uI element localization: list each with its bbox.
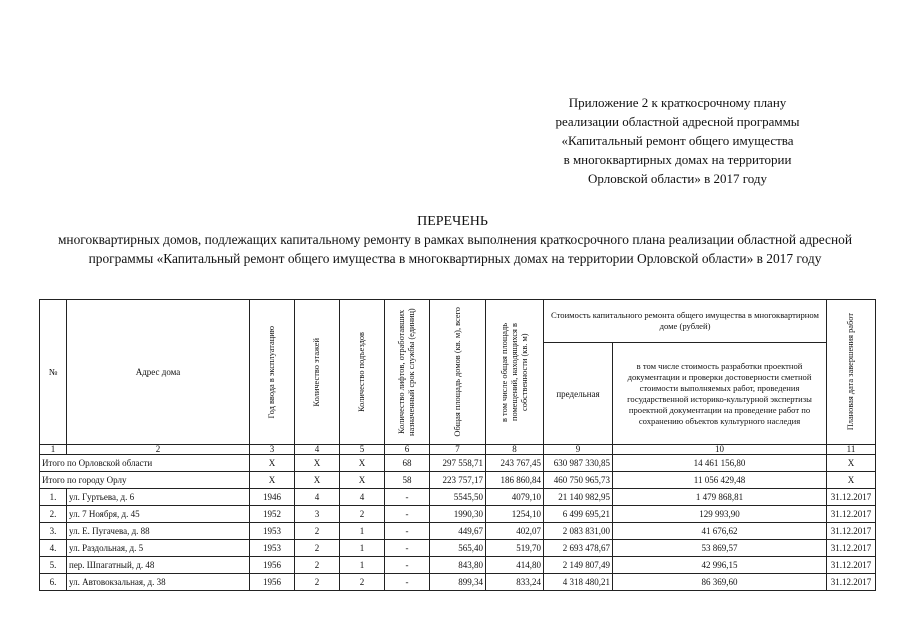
appendix-line: реализации областной адресной программы [555, 114, 800, 129]
appendix-note [500, 93, 855, 188]
cell-num: 3. [40, 523, 67, 540]
cell-area-total: 449,67 [430, 523, 486, 540]
cell-lifts: - [385, 574, 430, 591]
cell-num: 4. [40, 540, 67, 557]
cell-area-owned: 1254,10 [486, 506, 544, 523]
cell-num: 6. [40, 574, 67, 591]
cell-address: ул. Раздольная, д. 5 [67, 540, 250, 557]
cell-lifts: 68 [385, 455, 430, 472]
cell-area-owned: 243 767,45 [486, 455, 544, 472]
cell-cost-max: 460 750 965,73 [544, 472, 613, 489]
cell-address: ул. Е. Пугачева, д. 88 [67, 523, 250, 540]
cell-year: 1952 [250, 506, 295, 523]
cell-floors: 2 [295, 540, 340, 557]
cell-entrances: X [340, 472, 385, 489]
cell-floors: 3 [295, 506, 340, 523]
cell-cost-max: 2 693 478,67 [544, 540, 613, 557]
cell-area-owned: 402,07 [486, 523, 544, 540]
cell-floors: X [295, 472, 340, 489]
total-label: Итого по Орловской области [40, 455, 250, 472]
cell-address: ул. Автовокзальная, д. 38 [67, 574, 250, 591]
cell-cost-incl: 14 461 156,80 [613, 455, 827, 472]
cell-area-total: 899,34 [430, 574, 486, 591]
table-row [40, 523, 876, 540]
cell-area-total: 843,80 [430, 557, 486, 574]
cell-cost-max: 6 499 695,21 [544, 506, 613, 523]
cell-area-owned: 833,24 [486, 574, 544, 591]
column-number: 10 [613, 445, 827, 455]
cell-lifts: - [385, 523, 430, 540]
cell-year: 1953 [250, 523, 295, 540]
column-number: 11 [827, 445, 876, 455]
column-number: 3 [250, 445, 295, 455]
cell-deadline: 31.12.2017 [827, 574, 876, 591]
cell-cost-max: 21 140 982,95 [544, 489, 613, 506]
cell-cost-incl: 129 993,90 [613, 506, 827, 523]
column-number: 7 [430, 445, 486, 455]
header-area-total [430, 300, 486, 445]
header-floors-text: Количество этажей [312, 337, 321, 407]
cell-cost-incl: 42 996,15 [613, 557, 827, 574]
document-subtitle: многоквартирных домов, подлежащих капитальному ремонту в рамках выполнения краткосрочного плана реализации областной адресной программы «Капитальный ремонт общего имущества в многоквартирных домах на территории Орловской области» в 2017 году [57, 232, 853, 266]
cell-deadline: 31.12.2017 [827, 523, 876, 540]
appendix-line: «Капитальный ремонт общего имущества [561, 133, 794, 148]
total-row-city [40, 472, 876, 489]
total-row-region [40, 455, 876, 472]
column-number: 5 [340, 445, 385, 455]
table-row [40, 540, 876, 557]
cell-entrances: 1 [340, 540, 385, 557]
cell-floors: 2 [295, 574, 340, 591]
column-number: 1 [40, 445, 67, 455]
cell-lifts: - [385, 557, 430, 574]
header-area-owned-text: в том числе общая площадь помещений, находящихся в собственности (кв. м) [499, 322, 529, 422]
cell-area-total: 297 558,71 [430, 455, 486, 472]
header-lifts [385, 300, 430, 445]
header-area-owned [486, 300, 544, 445]
appendix-line: Приложение 2 к краткосрочному плану [568, 95, 787, 110]
column-number-row [40, 445, 876, 455]
cell-year: 1946 [250, 489, 295, 506]
header-area-total-text: Общая площадь домов (кв. м), всего [452, 307, 462, 437]
column-number: 9 [544, 445, 613, 455]
cell-deadline: 31.12.2017 [827, 540, 876, 557]
cell-entrances: 1 [340, 557, 385, 574]
column-number: 2 [67, 445, 250, 455]
cell-year: X [250, 455, 295, 472]
table-row [40, 489, 876, 506]
cell-cost-max: 4 318 480,21 [544, 574, 613, 591]
appendix-line: Орловской области» в 2017 году [588, 171, 767, 186]
cell-cost-incl: 41 676,62 [613, 523, 827, 540]
cell-deadline: X [827, 455, 876, 472]
cell-area-owned: 186 860,84 [486, 472, 544, 489]
cell-area-total: 223 757,17 [430, 472, 486, 489]
cell-deadline: 31.12.2017 [827, 489, 876, 506]
cell-cost-incl: 86 369,60 [613, 574, 827, 591]
header-floors [295, 300, 340, 445]
cell-floors: 4 [295, 489, 340, 506]
header-deadline-text: Плановая дата завершения работ [846, 313, 856, 431]
cell-year: 1956 [250, 574, 295, 591]
cell-lifts: 58 [385, 472, 430, 489]
houses-table [39, 299, 876, 591]
cell-entrances: 1 [340, 523, 385, 540]
cell-floors: X [295, 455, 340, 472]
cell-area-owned: 4079,10 [486, 489, 544, 506]
header-year [250, 300, 295, 445]
column-number: 4 [295, 445, 340, 455]
cell-lifts: - [385, 506, 430, 523]
header-num: № [40, 300, 67, 445]
header-address: Адрес дома [67, 300, 250, 445]
cell-num: 5. [40, 557, 67, 574]
header-row-top [40, 300, 876, 343]
cell-address: ул. Гуртьева, д. 6 [67, 489, 250, 506]
column-number: 8 [486, 445, 544, 455]
cell-cost-max: 2 083 831,00 [544, 523, 613, 540]
cell-lifts: - [385, 540, 430, 557]
cell-entrances: X [340, 455, 385, 472]
cell-address: пер. Шпагатный, д. 48 [67, 557, 250, 574]
cell-year: 1953 [250, 540, 295, 557]
cell-area-owned: 519,70 [486, 540, 544, 557]
cell-area-owned: 414,80 [486, 557, 544, 574]
cell-cost-max: 630 987 330,85 [544, 455, 613, 472]
header-cost-incl: в том числе стоимость разработки проектной документации и проверки достоверности сметной стоимости выполняемых работ, проведения государственной историко-культурной экспертизы проектной документации на проведение работ по сохранению объектов культурного наследия [613, 343, 827, 445]
cell-year: 1956 [250, 557, 295, 574]
header-entrances-text: Количество подъездов [357, 332, 366, 412]
cell-deadline: 31.12.2017 [827, 506, 876, 523]
cell-deadline: 31.12.2017 [827, 557, 876, 574]
document-title: ПЕРЕЧЕНЬ [417, 214, 488, 229]
cell-floors: 2 [295, 523, 340, 540]
cell-num: 2. [40, 506, 67, 523]
table-row [40, 557, 876, 574]
cell-deadline: X [827, 472, 876, 489]
header-deadline [827, 300, 876, 445]
cell-lifts: - [385, 489, 430, 506]
cell-area-total: 5545,50 [430, 489, 486, 506]
table-row [40, 506, 876, 523]
cell-cost-incl: 11 056 429,48 [613, 472, 827, 489]
header-lifts-text: Количество лифтов, отработавших назначенный срок службы (единиц) [397, 308, 416, 436]
cell-area-total: 1990,30 [430, 506, 486, 523]
cell-entrances: 4 [340, 489, 385, 506]
header-entrances [340, 300, 385, 445]
cell-year: X [250, 472, 295, 489]
table-row [40, 574, 876, 591]
header-year-text: Год ввода в эксплуатацию [267, 325, 276, 419]
appendix-line: в многоквартирных домах на территории [563, 152, 792, 167]
cell-cost-incl: 1 479 868,81 [613, 489, 827, 506]
cell-cost-max: 2 149 807,49 [544, 557, 613, 574]
cell-entrances: 2 [340, 574, 385, 591]
column-number: 6 [385, 445, 430, 455]
cell-num: 1. [40, 489, 67, 506]
cell-floors: 2 [295, 557, 340, 574]
cell-address: ул. 7 Ноября, д. 45 [67, 506, 250, 523]
total-label: Итого по городу Орлу [40, 472, 250, 489]
cell-entrances: 2 [340, 506, 385, 523]
header-cost-group: Стоимость капитального ремонта общего имущества в многоквартирном доме (рублей) [544, 300, 827, 343]
cell-cost-incl: 53 869,57 [613, 540, 827, 557]
cell-area-total: 565,40 [430, 540, 486, 557]
header-cost-max: предельная [544, 343, 613, 445]
